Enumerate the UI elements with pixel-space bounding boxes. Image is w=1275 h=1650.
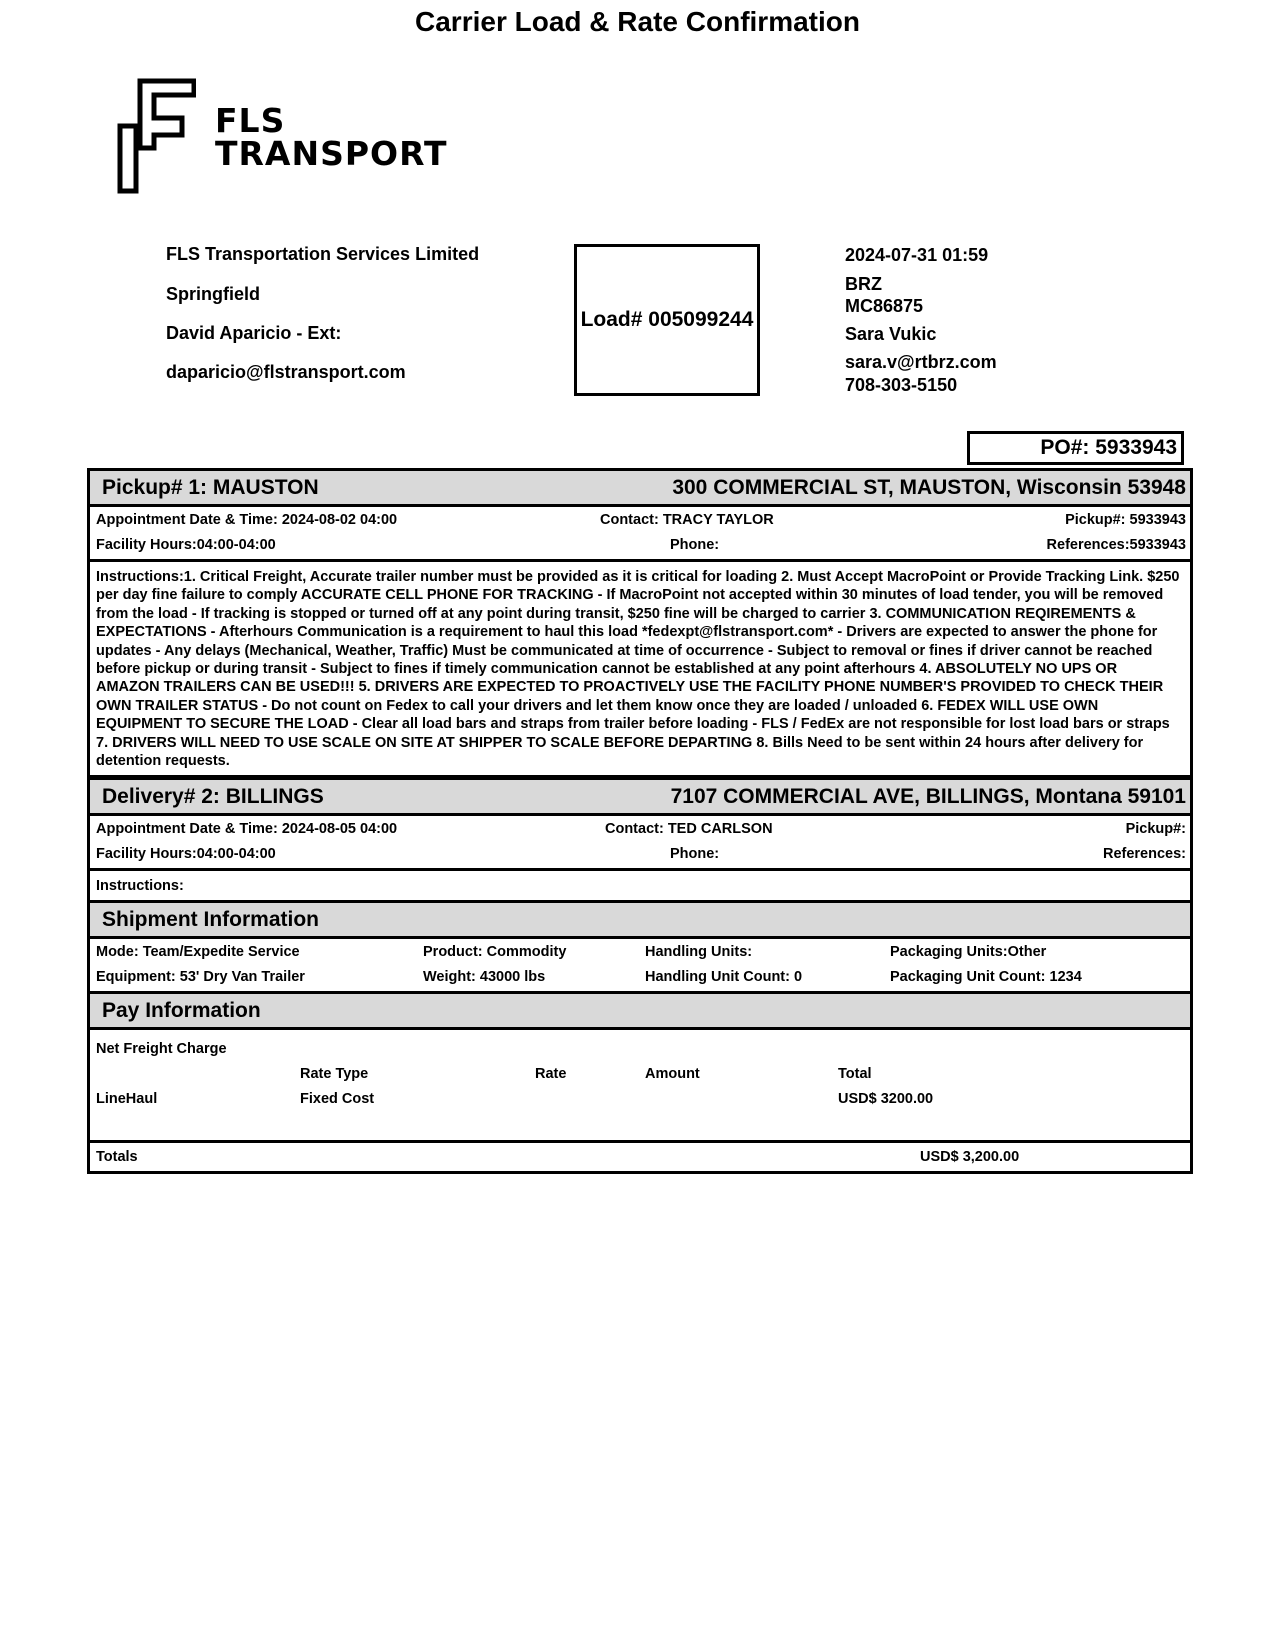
- pickup-address: 300 COMMERCIAL ST, MAUSTON, Wisconsin 53948: [672, 475, 1186, 499]
- shipment-product: Product: Commodity: [423, 944, 567, 961]
- pickup-title: Pickup# 1: MAUSTON: [102, 475, 319, 499]
- load-number-box: [574, 244, 760, 396]
- col-rate: Rate: [535, 1066, 567, 1083]
- shipment-info: [90, 939, 1190, 994]
- delivery-pickup-number: Pickup#:: [1125, 821, 1186, 838]
- carrier-phone: 708-303-5150: [845, 375, 958, 395]
- linehaul-rate-type: Fixed Cost: [300, 1091, 375, 1108]
- shipper-city: Springfield: [166, 284, 260, 304]
- shipment-equipment: Equipment: 53' Dry Van Trailer: [96, 969, 305, 986]
- pickup-references: References:5933943: [1046, 537, 1186, 553]
- delivery-title: Delivery# 2: BILLINGS: [102, 784, 324, 808]
- logo-line-1: FLS: [215, 101, 286, 140]
- delivery-contact: Contact: TED CARLSON: [605, 821, 773, 838]
- pickup-contact: Contact: TRACY TAYLOR: [600, 512, 774, 528]
- delivery-phone: Phone:: [670, 846, 720, 863]
- carrier-datetime: 2024-07-31 01:59: [845, 245, 989, 265]
- pickup-instructions: Instructions:1. Critical Freight, Accurate trailer number must be provided as it is critical for loading 2. Must Accept MacroPoint or Provide Tracking Link. $250 per day fine failure to comply ACCURATE CELL PHONE FOR TRACKING - If MacroPoint not accepted within 30 minutes of load tender, you will be removed from the load - If tracking is stopped or turned off at any point during transit, $250 fine will be charged to carrier 3. COMMUNICATION REQIREMENTS & EXPECTATIONS - Afterhours Communication is a requirement to haul this load *fedexpt@flstransport.com* - Drivers are expected to answer the phone for updates - Any delays (Mechanical, Weather, Traffic) Must be communicated at time of occurrence - Subject to removal or fines if driver cannot be reached before pickup or during transit - Subject to fines if timely communication cannot be established at any point afterhours 4. ABSOLUTELY NO UPS OR AMAZON TRAILERS CAN BE USED!!! 5. DRIVERS ARE EXPECTED TO PROACTIVELY USE THE FACILITY PHONE NUMBER'S PROVIDED TO CHECK THEIR OWN TRAILER STATUS - Do not count on Fedex to call your drivers and let them know once they are loaded / unloaded 6. FEDEX WILL USE OWN EQUIPMENT TO SECURE THE LOAD - Clear all load bars and straps from trailer before loading - FLS / FedEx are not responsible for lost load bars or straps 7. DRIVERS WILL NEED TO USE SCALE ON SITE AT SHIPPER TO SCALE BEFORE DEPARTING 8. Bills Need to be sent within 24 hours after delivery for detention requests.: [90, 562, 1190, 780]
- po-number: PO#: 5933943: [1040, 436, 1177, 459]
- delivery-facility-hours: Facility Hours:04:00-04:00: [96, 846, 276, 863]
- logo-line-2: TRANSPORT: [215, 134, 448, 173]
- pay-title: Pay Information: [102, 998, 261, 1022]
- pickup-header: [90, 471, 1190, 507]
- shipment-mode: Mode: Team/Expedite Service: [96, 944, 300, 961]
- col-rate-type: Rate Type: [300, 1066, 369, 1083]
- shipment-packaging-count: Packaging Unit Count: 1234: [890, 969, 1082, 986]
- carrier-name: BRZ: [845, 274, 882, 294]
- pickup-number: Pickup#: 5933943: [1065, 512, 1186, 528]
- delivery-header: [90, 780, 1190, 816]
- delivery-references: References:: [1102, 846, 1186, 863]
- shipment-handling-count: Handling Unit Count: 0: [645, 969, 803, 986]
- shipment-header: [90, 903, 1190, 939]
- shipment-title: Shipment Information: [102, 907, 319, 931]
- shipper-contact: David Aparicio - Ext:: [166, 323, 342, 343]
- delivery-appointment: Appointment Date & Time: 2024-08-05 04:00: [96, 821, 398, 838]
- shipment-packaging-units: Packaging Units:Other: [890, 944, 1047, 961]
- net-freight-label: Net Freight Charge: [96, 1041, 227, 1058]
- carrier-mc: MC86875: [845, 296, 924, 316]
- totals-row: [90, 1143, 1190, 1171]
- delivery-info: [90, 816, 1190, 871]
- col-total: Total: [838, 1066, 872, 1083]
- shipment-weight: Weight: 43000 lbs: [423, 969, 546, 986]
- pickup-info: [90, 507, 1190, 562]
- shipper-email: daparicio@flstransport.com: [166, 362, 406, 382]
- po-number-box: [967, 431, 1184, 465]
- load-details-table: [87, 468, 1193, 1174]
- document-title: Carrier Load & Rate Confirmation: [415, 6, 860, 37]
- carrier-email: sara.v@rtbrz.com: [845, 352, 997, 372]
- company-logo-text: [215, 101, 448, 173]
- pickup-phone: Phone:: [670, 537, 720, 553]
- delivery-address: 7107 COMMERCIAL AVE, BILLINGS, Montana 59101: [670, 784, 1186, 808]
- shipper-company: FLS Transportation Services Limited: [166, 244, 480, 264]
- carrier-contact: Sara Vukic: [845, 324, 937, 344]
- linehaul-total: USD$ 3200.00: [838, 1091, 934, 1108]
- delivery-instructions: Instructions:: [90, 871, 1190, 903]
- pay-info: [90, 1030, 1190, 1143]
- fls-logo-icon: [116, 78, 196, 194]
- totals-label: Totals: [96, 1149, 138, 1166]
- load-number: Load# 005099244: [580, 308, 754, 331]
- totals-value: USD$ 3,200.00: [920, 1149, 1020, 1166]
- pay-header: [90, 994, 1190, 1030]
- pickup-facility-hours: Facility Hours:04:00-04:00: [96, 537, 276, 553]
- shipment-handling-units: Handling Units:: [645, 944, 753, 961]
- linehaul-label: LineHaul: [96, 1091, 158, 1108]
- pickup-appointment: Appointment Date & Time: 2024-08-02 04:00: [96, 512, 398, 528]
- col-amount: Amount: [645, 1066, 700, 1083]
